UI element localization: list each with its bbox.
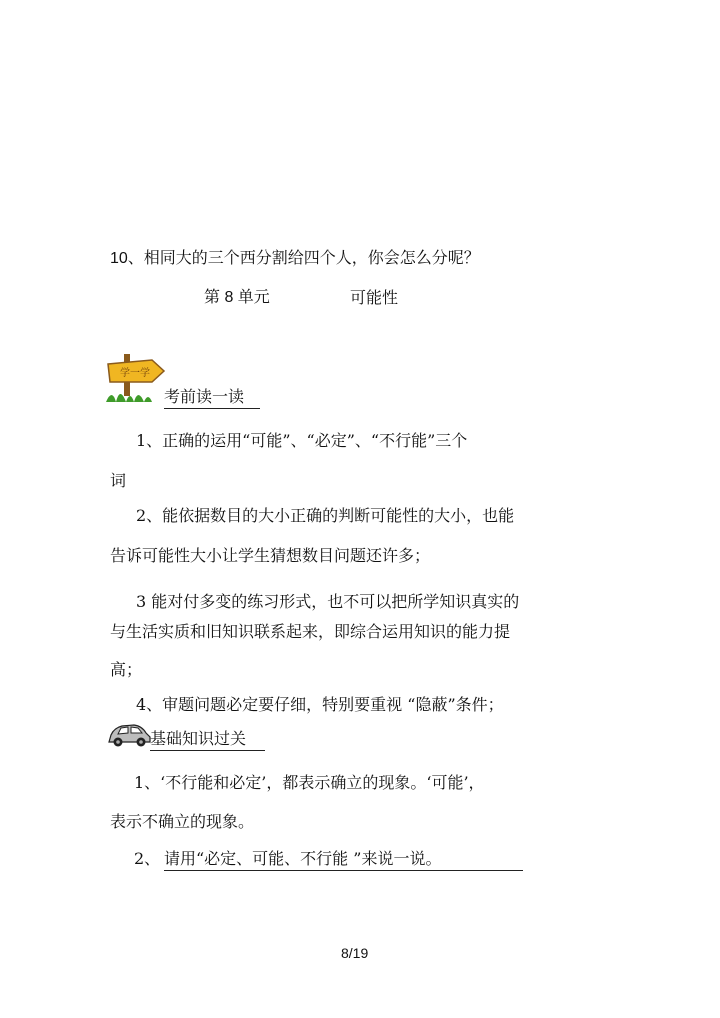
car-icon [106,722,152,748]
unit-topic: 可能性 [350,288,399,307]
list-item: 1、‘不行能和必定’，都表示确立的现象。‘可能’， [134,773,485,792]
sign-label: 学一学 [120,368,150,379]
list-item: 告诉可能性大小让学生猜想数目问题还许多； [110,546,431,565]
section1-heading: 考前读一读 [164,387,260,409]
page-number: 8/19 [341,945,369,961]
task-number: 2、 [134,849,161,868]
list-item: 4、审题问题必定要仔细，特别要重视 “隐蔽”条件； [136,695,504,714]
list-item: 与生活实质和旧知识联系起来，即综合运用知识的能力提 [110,622,511,641]
list-item: 词 [110,471,127,490]
list-item: 高； [110,660,143,679]
unit-title: 第 8 单元 [204,289,270,306]
signpost-grass-icon [104,352,166,404]
question-10: 10、相同大的三个西分割给四个人，你会怎么分呢？ [110,250,480,267]
list-item: 3 能对付多变的练习形式，也不可以把所学知识真实的 [136,592,520,611]
list-item: 表示不确立的现象。 [110,812,255,831]
list-item: 1、正确的运用“可能”、“必定”、“不行能”三个 [136,431,468,450]
section2-heading: 基础知识过关 [150,729,265,751]
task-text: 请用“必定、可能、不行能 ”来说一说。 [164,849,523,871]
list-item: 2、能依据数目的大小正确的判断可能性的大小，也能 [136,506,515,525]
